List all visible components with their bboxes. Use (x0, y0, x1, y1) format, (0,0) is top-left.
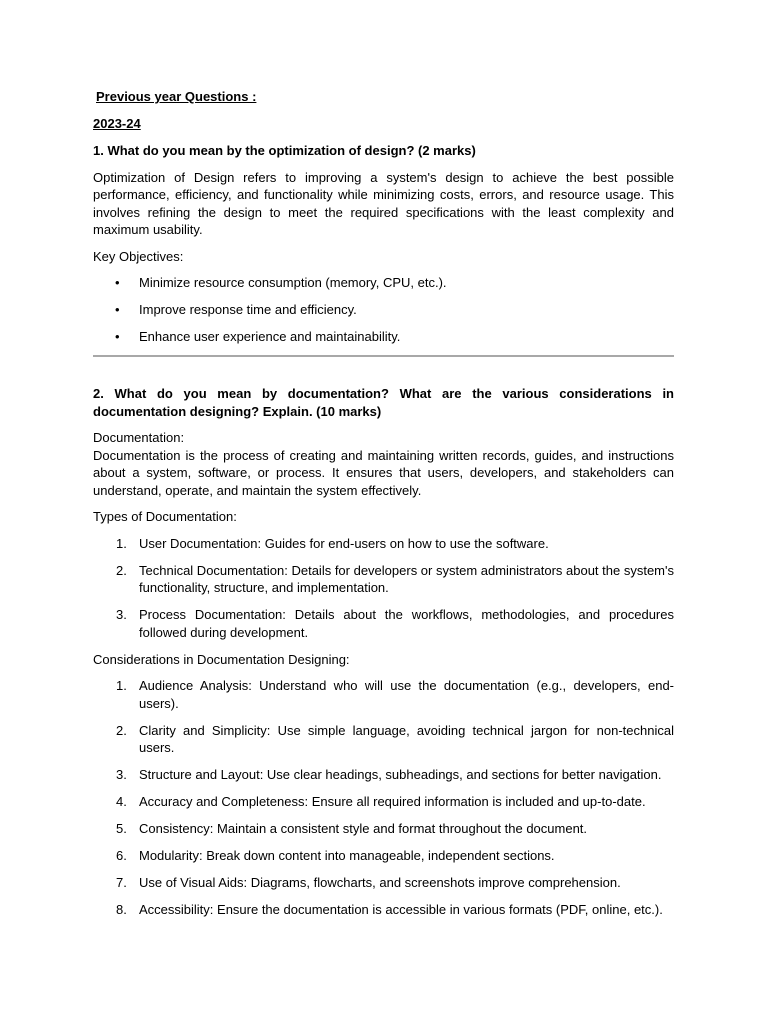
bullet-icon: • (115, 275, 120, 290)
list-number: 5. (116, 821, 127, 836)
list-item (93, 847, 674, 865)
list-item-text: User Documentation: Guides for end-users on how to use the software. (139, 535, 549, 551)
document-title: Previous year Questions : (96, 89, 257, 104)
considerations-list (93, 677, 674, 919)
list-item (93, 901, 674, 919)
list-item (93, 677, 674, 712)
types-list (93, 535, 674, 642)
list-item-text: Process Documentation: Details about the workflows, methodologies, and procedures followed during development. (139, 607, 674, 640)
list-number: 1. (116, 678, 127, 693)
list-item-text: Use of Visual Aids: Diagrams, flowcharts, and screenshots improve comprehension. (139, 875, 621, 890)
list-item (93, 328, 674, 346)
list-number: 8. (116, 902, 127, 917)
list-item-text: Accessibility: Ensure the documentation is accessible in various formats (PDF, online, etc.). (139, 902, 663, 917)
list-item-text: Improve response time and efficiency. (139, 302, 357, 317)
list-item (93, 874, 674, 892)
list-item (93, 606, 674, 641)
list-item (93, 722, 674, 757)
list-item-text: Technical Documentation: Details for developers or system administrators about the system's functionality, structure, and implementation. (139, 562, 674, 595)
list-number: 2. (116, 722, 127, 738)
list-number: 1. (116, 535, 127, 551)
list-item-text: Audience Analysis: Understand who will use the documentation (e.g., developers, end-users). (139, 678, 674, 711)
list-item-text: Consistency: Maintain a consistent style and format throughout the document. (139, 821, 588, 836)
question-1-answer: Optimization of Design refers to improving a system's design to achieve the best possible performance, efficiency, and functionality while minimizing costs, errors, and resource usage. This involves refining the design to meet the required specifications with the least complexity and maximum usability. (93, 169, 674, 237)
list-item-text: Minimize resource consumption (memory, CPU, etc.). (139, 275, 447, 290)
documentation-definition: Documentation is the process of creating and maintaining written records, guides, and instructions about a system, software, or process. It ensures that users, developers, and stakeholders can understand, operate, and maintain the system effectively. (93, 447, 674, 498)
list-item-text: Structure and Layout: Use clear headings, subheadings, and sections for better navigation. (139, 767, 662, 782)
key-objectives-label: Key Objectives: (93, 248, 184, 264)
bullet-icon: • (115, 302, 120, 317)
list-item-text: Accuracy and Completeness: Ensure all required information is included and up-to-date. (139, 794, 646, 809)
documentation-label: Documentation: (93, 430, 185, 445)
documentation-definition-block (93, 429, 674, 499)
key-objectives-list (93, 274, 674, 346)
list-number: 3. (116, 607, 127, 622)
bullet-icon: • (115, 329, 120, 344)
list-number: 2. (116, 562, 127, 578)
list-item (93, 766, 674, 784)
list-item-text: Modularity: Break down content into manageable, independent sections. (139, 848, 555, 863)
list-item (93, 301, 674, 319)
list-item (93, 820, 674, 838)
year-heading: 2023-24 (93, 116, 141, 131)
list-item (93, 535, 674, 553)
list-item (93, 562, 674, 597)
list-number: 7. (116, 875, 127, 890)
list-number: 3. (116, 767, 127, 782)
section-divider (93, 355, 674, 357)
question-2-title: 2. What do you mean by documentation? What are the various considerations in documentation designing? Explain. (10 marks) (93, 386, 674, 419)
types-label: Types of Documentation: (93, 509, 237, 524)
considerations-label: Considerations in Documentation Designing: (93, 651, 350, 667)
list-item (93, 274, 674, 292)
list-item-text: Clarity and Simplicity: Use simple language, avoiding technical jargon for non-technical users. (139, 722, 674, 755)
list-item-text: Enhance user experience and maintainability. (139, 329, 401, 344)
list-number: 6. (116, 848, 127, 863)
list-item (93, 793, 674, 811)
question-1-title: 1. What do you mean by the optimization of design? (2 marks) (93, 143, 476, 158)
list-number: 4. (116, 794, 127, 809)
